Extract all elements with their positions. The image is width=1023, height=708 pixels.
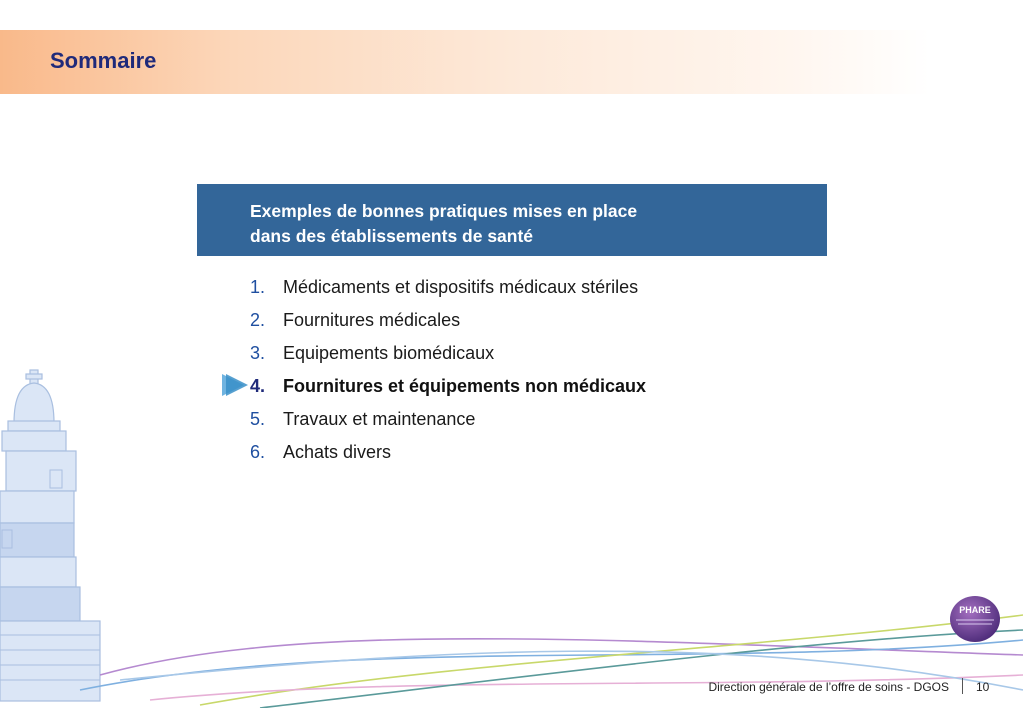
section-title <box>250 199 750 249</box>
toc-item-label: Equipements biomédicaux <box>283 343 495 363</box>
current-item-arrow-icon <box>220 372 250 398</box>
toc-item-label: Travaux et maintenance <box>283 409 476 429</box>
toc-item-number: 2. <box>250 310 266 330</box>
toc-item-label: Achats divers <box>283 442 392 462</box>
footer-separator <box>962 678 963 694</box>
page-number: 10 <box>976 680 990 694</box>
section-title-line-1: Exemples de bonnes pratiques mises en place <box>250 201 638 221</box>
phare-logo-icon <box>948 594 1002 644</box>
phare-logo-text: PHARE <box>959 605 991 615</box>
toc-item-label: Fournitures et équipements non médicaux <box>283 376 647 396</box>
toc-item-number: 6. <box>250 442 266 462</box>
section-header-box <box>197 184 827 256</box>
toc-item-label: Médicaments et dispositifs médicaux stériles <box>283 277 639 297</box>
footer-text: Direction générale de l’offre de soins - DGOS <box>708 680 949 694</box>
toc-item-number: 4. <box>250 376 266 396</box>
toc-item-number: 5. <box>250 409 266 429</box>
page-title: Sommaire <box>50 48 157 73</box>
toc-item-number: 3. <box>250 343 266 363</box>
toc-item-number: 1. <box>250 277 266 297</box>
toc-item-label: Fournitures médicales <box>283 310 461 330</box>
section-title-line-2: dans des établissements de santé <box>250 226 534 246</box>
